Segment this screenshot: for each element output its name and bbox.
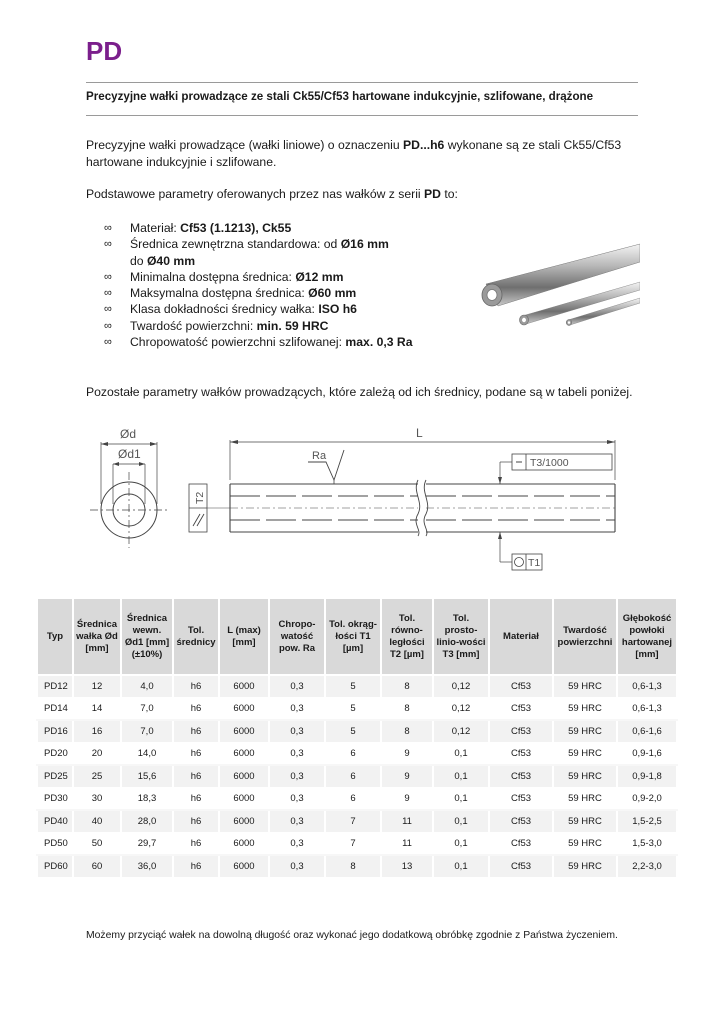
table-cell: 0,3	[269, 675, 325, 698]
feature-item	[104, 236, 464, 269]
feature-list	[104, 220, 464, 350]
table-cell: 0,12	[433, 698, 489, 721]
shaft-technical-drawing	[90, 422, 630, 582]
params-intro-paragraph	[86, 186, 646, 203]
bullet-infinity-icon: ∞	[104, 319, 112, 332]
table-cell: 0,3	[269, 698, 325, 721]
feature-label: Maksymalna dostępna średnica:	[130, 286, 309, 301]
table-cell: 7	[325, 833, 381, 856]
straightness-tolerance-label: T3/1000	[530, 457, 569, 469]
table-cell: 0,3	[269, 743, 325, 766]
table-cell: 9	[381, 788, 433, 811]
feature-value: Cf53 (1.1213), Ck55	[180, 221, 292, 235]
table-cell: 59 HRC	[553, 810, 617, 833]
feature-item	[104, 220, 464, 236]
table-cell: 59 HRC	[553, 765, 617, 788]
table-cell: 8	[381, 698, 433, 721]
roundness-tolerance-label: T1	[528, 557, 541, 569]
table-cell: Cf53	[489, 765, 553, 788]
roughness-label: Ra	[312, 450, 327, 462]
table-row	[37, 810, 677, 833]
table-cell: 15,6	[121, 765, 173, 788]
header-parallelism: Tol. równo-ległości T2 [µm]	[381, 598, 433, 675]
table-cell: 25	[73, 765, 121, 788]
intro-text-end: wykonane są ze stali Ck55/Cf53 hartowane indukcyjnie i szlifowane.	[86, 138, 622, 169]
table-cell: Cf53	[489, 720, 553, 743]
table-cell: 0,12	[433, 720, 489, 743]
header-outer-diameter: Średnica wałka Ød [mm]	[73, 598, 121, 675]
table-cell: h6	[173, 788, 219, 811]
table-cell: 11	[381, 833, 433, 856]
bullet-infinity-icon: ∞	[104, 303, 112, 316]
table-cell: 0,1	[433, 788, 489, 811]
table-row	[37, 743, 677, 766]
table-cell: 59 HRC	[553, 720, 617, 743]
table-cell: 59 HRC	[553, 833, 617, 856]
table-cell: 60	[73, 855, 121, 878]
table-cell: h6	[173, 765, 219, 788]
params-intro-series: PD	[424, 187, 441, 201]
table-cell: PD50	[37, 833, 73, 856]
specification-table	[36, 597, 678, 879]
bullet-infinity-icon: ∞	[104, 336, 112, 349]
subtitle-divider	[86, 115, 638, 116]
table-cell: h6	[173, 743, 219, 766]
feature-item	[104, 285, 464, 301]
table-cell: 59 HRC	[553, 698, 617, 721]
table-cell: 59 HRC	[553, 675, 617, 698]
table-cell: 7	[325, 810, 381, 833]
hollow-shaft-photo	[472, 232, 640, 332]
table-cell: 16	[73, 720, 121, 743]
table-cell: 59 HRC	[553, 743, 617, 766]
table-cell: 0,1	[433, 765, 489, 788]
parallelism-tolerance-label: T2	[194, 491, 206, 504]
table-cell: 0,9-1,8	[617, 765, 677, 788]
table-cell: 5	[325, 675, 381, 698]
table-cell: 6000	[219, 810, 269, 833]
table-row	[37, 788, 677, 811]
table-cell: 8	[325, 855, 381, 878]
table-cell: Cf53	[489, 743, 553, 766]
table-cell: 6000	[219, 855, 269, 878]
table-cell: 28,0	[121, 810, 173, 833]
table-cell: 6000	[219, 698, 269, 721]
header-roundness: Tol. okrąg-łości T1 [µm]	[325, 598, 381, 675]
feature-item	[104, 301, 464, 317]
table-cell: 9	[381, 743, 433, 766]
table-row	[37, 765, 677, 788]
table-cell: 8	[381, 720, 433, 743]
feature-value: max. 0,3 Ra	[345, 335, 413, 350]
table-cell: 1,5-3,0	[617, 833, 677, 856]
feature-item	[104, 269, 464, 285]
table-cell: 36,0	[121, 855, 173, 878]
bullet-infinity-icon: ∞	[104, 222, 112, 234]
table-cell: 20	[73, 743, 121, 766]
table-cell: 0,3	[269, 855, 325, 878]
table-cell: 40	[73, 810, 121, 833]
table-cell: 18,3	[121, 788, 173, 811]
table-cell: 6000	[219, 720, 269, 743]
table-cell: h6	[173, 698, 219, 721]
table-cell: 6	[325, 743, 381, 766]
table-cell: 6000	[219, 743, 269, 766]
table-cell: 0,3	[269, 810, 325, 833]
table-row	[37, 855, 677, 878]
params-intro-text: Podstawowe parametry oferowanych przez nas wałków z serii	[86, 187, 425, 201]
bullet-infinity-icon: ∞	[104, 238, 112, 251]
feature-label: do	[130, 253, 147, 268]
table-cell: 1,5-2,5	[617, 810, 677, 833]
table-cell: Cf53	[489, 698, 553, 721]
table-cell: 8	[381, 675, 433, 698]
table-cell: 0,1	[433, 743, 489, 766]
table-cell: PD25	[37, 765, 73, 788]
table-cell: h6	[173, 855, 219, 878]
feature-label: Twardość powierzchni:	[130, 318, 257, 333]
table-cell: 6000	[219, 833, 269, 856]
table-cell: h6	[173, 810, 219, 833]
table-cell: 6000	[219, 675, 269, 698]
table-cell: h6	[173, 675, 219, 698]
table-cell: 0,6-1,3	[617, 698, 677, 721]
feature-label: Materiał:	[130, 221, 181, 235]
page-title: PD	[86, 36, 123, 66]
other-params-paragraph: Pozostałe parametry wałków prowadzących, które zależą od ich średnicy, podane są w tabeli poniżej.	[86, 385, 633, 399]
table-body	[37, 675, 677, 878]
feature-value: Ø16 mm	[340, 237, 389, 252]
header-max-length: L (max) [mm]	[219, 598, 269, 675]
table-cell: PD40	[37, 810, 73, 833]
feature-item	[104, 318, 464, 334]
header-diameter-tolerance: Tol. średnicy	[173, 598, 219, 675]
table-cell: PD16	[37, 720, 73, 743]
footer-note: Możemy przyciąć wałek na dowolną długość oraz wykonać jego dodatkową obróbkę zgodnie z Państwa życzeniem.	[86, 930, 618, 941]
params-intro-end: to:	[440, 187, 458, 201]
table-cell: 0,6-1,3	[617, 675, 677, 698]
table-cell: 59 HRC	[553, 788, 617, 811]
feature-item	[104, 334, 464, 350]
feature-label: Chropowatość powierzchni szlifowanej:	[130, 335, 346, 350]
table-cell: 5	[325, 698, 381, 721]
feature-value: min. 59 HRC	[256, 318, 329, 333]
table-cell: 7,0	[121, 720, 173, 743]
bullet-infinity-icon: ∞	[104, 270, 112, 283]
table-cell: 0,1	[433, 855, 489, 878]
feature-value: Ø12 mm	[295, 269, 344, 284]
table-cell: 30	[73, 788, 121, 811]
bullet-infinity-icon: ∞	[104, 287, 112, 300]
table-row	[37, 698, 677, 721]
outer-diameter-label: Ød	[120, 427, 137, 441]
table-cell: 50	[73, 833, 121, 856]
table-cell: 0,3	[269, 833, 325, 856]
table-cell: 0,3	[269, 788, 325, 811]
table-cell: 0,6-1,6	[617, 720, 677, 743]
table-cell: 11	[381, 810, 433, 833]
table-cell: Cf53	[489, 833, 553, 856]
table-cell: 5	[325, 720, 381, 743]
table-cell: PD30	[37, 788, 73, 811]
table-cell: h6	[173, 720, 219, 743]
table-cell: 14,0	[121, 743, 173, 766]
table-cell: 2,2-3,0	[617, 855, 677, 878]
table-cell: 12	[73, 675, 121, 698]
table-cell: PD12	[37, 675, 73, 698]
feature-value: Ø60 mm	[308, 286, 357, 301]
table-cell: 6000	[219, 788, 269, 811]
feature-value: ISO h6	[318, 302, 357, 317]
table-cell: Cf53	[489, 810, 553, 833]
header-hardening-depth: Głębokość powłoki hartowanej [mm]	[617, 598, 677, 675]
table-cell: 0,12	[433, 675, 489, 698]
table-cell: 6000	[219, 765, 269, 788]
table-row	[37, 833, 677, 856]
header-material: Materiał	[489, 598, 553, 675]
table-cell: 0,9-1,6	[617, 743, 677, 766]
table-header-row	[37, 598, 677, 675]
feature-label: Minimalna dostępna średnica:	[130, 269, 296, 284]
table-cell: Cf53	[489, 788, 553, 811]
header-type: Typ	[37, 598, 73, 675]
title-divider	[86, 82, 638, 83]
table-cell: Cf53	[489, 855, 553, 878]
intro-text: Precyzyjne wałki prowadzące (wałki liniowe) o oznaczeniu	[86, 138, 404, 152]
inner-diameter-label: Ød1	[118, 447, 141, 461]
table-cell: 7,0	[121, 698, 173, 721]
intro-designation: PD...h6	[403, 138, 445, 152]
table-cell: 9	[381, 765, 433, 788]
feature-label: Średnica zewnętrzna standardowa: od	[130, 237, 341, 252]
table-row	[37, 720, 677, 743]
table-cell: h6	[173, 833, 219, 856]
table-cell: 13	[381, 855, 433, 878]
table-cell: PD14	[37, 698, 73, 721]
page-subtitle: Precyzyjne wałki prowadzące ze stali Ck55/Cf53 hartowane indukcyjnie, szlifowane, drążone	[86, 90, 594, 103]
table-cell: 0,3	[269, 765, 325, 788]
table-cell: 59 HRC	[553, 855, 617, 878]
header-roughness: Chropo-watość pow. Ra	[269, 598, 325, 675]
table-cell: 4,0	[121, 675, 173, 698]
table-cell: Cf53	[489, 675, 553, 698]
table-cell: 6	[325, 765, 381, 788]
table-cell: PD60	[37, 855, 73, 878]
table-cell: 14	[73, 698, 121, 721]
feature-value: Ø40 mm	[146, 253, 196, 268]
table-cell: PD20	[37, 743, 73, 766]
header-inner-diameter: Średnica wewn. Ød1 [mm] (±10%)	[121, 598, 173, 675]
header-hardness: Twardość powierzchni	[553, 598, 617, 675]
intro-paragraph	[86, 137, 646, 171]
length-label: L	[416, 426, 423, 440]
table-cell: 0,1	[433, 810, 489, 833]
table-cell: 29,7	[121, 833, 173, 856]
table-cell: 0,3	[269, 720, 325, 743]
table-cell: 0,1	[433, 833, 489, 856]
feature-label: Klasa dokładności średnicy wałka:	[130, 302, 319, 317]
table-row	[37, 675, 677, 698]
table-cell: 6	[325, 788, 381, 811]
table-cell: 0,9-2,0	[617, 788, 677, 811]
header-straightness: Tol. prosto-linio-wości T3 [mm]	[433, 598, 489, 675]
